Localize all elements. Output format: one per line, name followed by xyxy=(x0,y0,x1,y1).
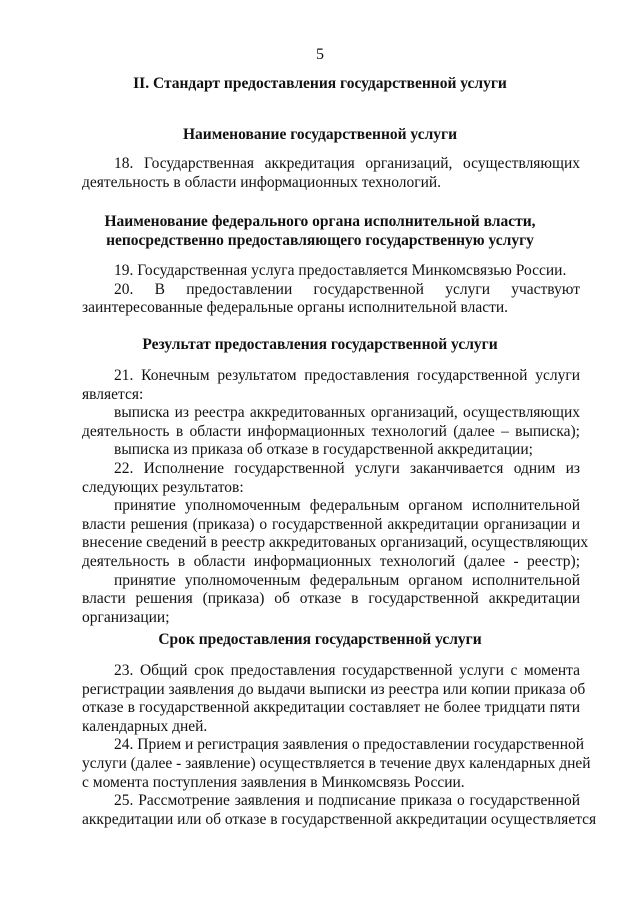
paragraph-line: выписка из реестра аккредитованных организаций, осуществляющих xyxy=(114,404,580,422)
section-heading: Наименование федерального органа исполнительной власти, xyxy=(104,213,536,230)
paragraph-line: заинтересованные федеральные органы исполнительной власти. xyxy=(82,299,509,317)
paragraph-line: аккредитации или об отказе в государственной аккредитации осуществляется xyxy=(82,810,597,828)
paragraph-line: с момента поступления заявления в Минкомсвязь России. xyxy=(82,773,465,791)
paragraph-line: деятельность в области информационных технологий. xyxy=(82,173,442,191)
paragraph-line: 25. Рассмотрение заявления и подписание приказа о государственной xyxy=(114,792,580,810)
paragraph-line: принятие уполномоченным федеральным органом исполнительной xyxy=(114,497,580,515)
paragraph-line: является: xyxy=(82,385,144,403)
paragraph-line: 21. Конечным результатом предоставления государственной услуги xyxy=(114,367,580,384)
paragraph-line: отказе в государственной аккредитации составляет не более тридцати пяти xyxy=(82,699,580,717)
paragraph-line: деятельность в области информационных технологий (далее - реестр); xyxy=(82,552,580,570)
section-heading: Результат предоставления государственной услуги xyxy=(142,336,498,353)
section-body xyxy=(82,262,580,318)
page-number: 5 xyxy=(316,46,324,63)
section-heading: непосредственно предоставляющего государственную услугу xyxy=(106,232,534,249)
section-heading: Срок предоставления государственной услуги xyxy=(158,631,482,648)
paragraph-line: принятие уполномоченным федеральным органом исполнительной xyxy=(114,571,580,589)
paragraph-line: 23. Общий срок предоставления государственной услуги с момента xyxy=(114,662,580,679)
paragraph-line: 24. Прием и регистрация заявления о предоставлении государственной xyxy=(114,736,585,754)
paragraph-line: 22. Исполнение государственной услуги заканчивается одним из xyxy=(114,459,580,477)
paragraph-line: услуги (далее - заявление) осуществляется в течение двух календарных дней xyxy=(82,754,591,772)
section-heading: Наименование государственной услуги xyxy=(183,126,457,143)
paragraph-line: власти решения (приказа) о государственной аккредитации организации и xyxy=(82,515,580,533)
paragraph-line: 20. В предоставлении государственной услуги участвуют xyxy=(114,280,580,298)
paragraph-line: следующих результатов: xyxy=(82,478,244,496)
section-body xyxy=(82,662,597,829)
paragraph-line: деятельность в области информационных технологий (далее – выписка); xyxy=(82,422,580,440)
section-body xyxy=(82,155,580,192)
paragraph-line: внесение сведений в реестр аккредитованых организаций, осуществляющих xyxy=(82,534,589,552)
paragraph-line: власти решения (приказа) об отказе в государственной аккредитации xyxy=(82,590,580,608)
paragraph-line: 18. Государственная аккредитация организаций, осуществляющих xyxy=(114,155,580,172)
paragraph-line: выписка из приказа об отказе в государственной аккредитации; xyxy=(114,441,533,459)
chapter-title: II. Стандарт предоставления государственной услуги xyxy=(133,75,507,92)
paragraph-line: организации; xyxy=(82,608,170,626)
section-body xyxy=(82,367,589,627)
paragraph-line: календарных дней. xyxy=(82,717,208,735)
paragraph-line: регистрации заявления до выдачи выписки из реестра или копии приказа об xyxy=(82,680,586,698)
paragraph-line: 19. Государственная услуга предоставляется Минкомсвязью России. xyxy=(114,262,567,279)
